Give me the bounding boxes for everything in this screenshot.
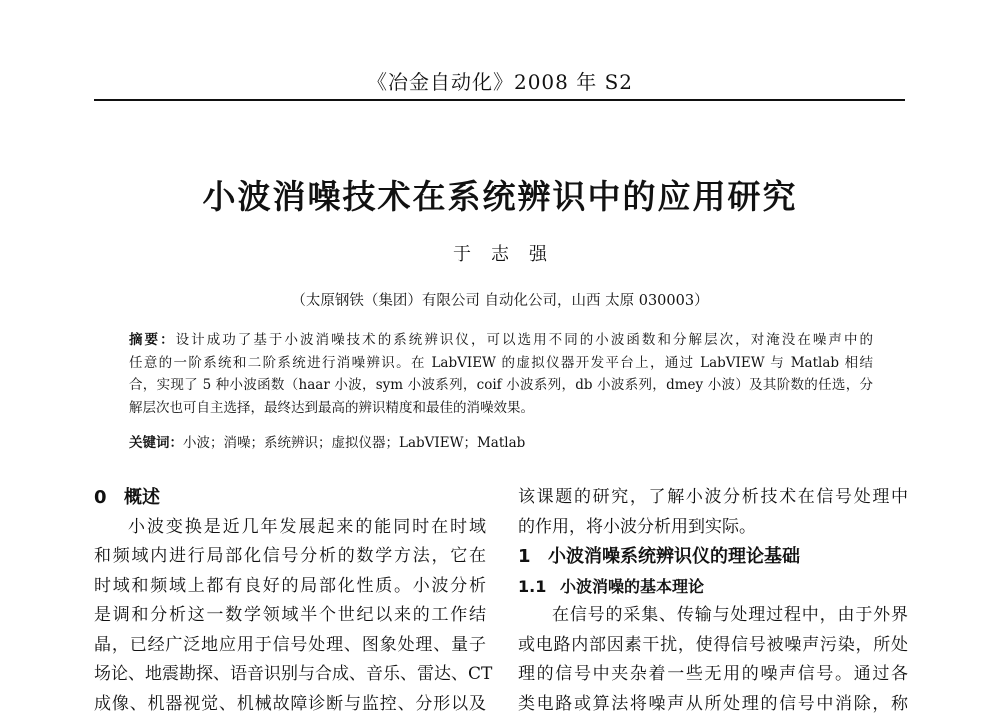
body-line: 该课题的研究，了解小波分析技术在信号处理中 xyxy=(518,483,908,513)
section-number: 1 xyxy=(518,542,548,572)
abstract-line: 任意的一阶系统和二阶系统进行消噪辨识。在 LabVIEW 的虚拟仪器开发平台上，通过 LabVIEW 与 Matlab 相结 xyxy=(129,352,873,375)
body-line: 或电路内部因素干扰，使得信号被噪声污染，所处 xyxy=(518,631,908,661)
body-line: 和频域内进行局部化信号分析的数学方法，它在 xyxy=(94,542,486,572)
body-line: 理的信号中夹杂着一些无用的噪声信号。通过各 xyxy=(518,660,908,690)
body-line: 晶，已经广泛地应用于信号处理、图象处理、量子 xyxy=(94,631,486,661)
section-title: 概述 xyxy=(124,487,160,508)
author-name: 于志强 xyxy=(0,240,1000,266)
keywords-label: 关键词： xyxy=(129,435,183,451)
abstract-line xyxy=(129,329,873,352)
affiliation: （太原钢铁（集团）有限公司 自动化公司，山西 太原 030003） xyxy=(0,289,1000,310)
left-column xyxy=(94,483,486,719)
right-column xyxy=(518,483,908,719)
abstract-text: 设计成功了基于小波消噪技术的系统辨识仪，可以选用不同的小波函数和分解层次，对淹没在噪声中的 xyxy=(176,332,873,348)
subsection-title: 小波消噪的基本理论 xyxy=(560,577,704,596)
body-line: 在信号的采集、传输与处理过程中，由于外界 xyxy=(518,601,908,631)
header-rule xyxy=(94,99,905,101)
body-line: 的作用，将小波分析用到实际。 xyxy=(518,513,908,543)
keywords-text: 小波；消噪；系统辨识；虚拟仪器；LabVIEW；Matlab xyxy=(183,435,525,451)
section-number: 0 xyxy=(94,483,124,513)
body-line: 类电路或算法将噪声从所处理的信号中消除，称 xyxy=(518,690,908,719)
section-title: 小波消噪系统辨识仪的理论基础 xyxy=(548,546,800,567)
body-line: 是调和分析这一数学领域半个世纪以来的工作结 xyxy=(94,601,486,631)
abstract xyxy=(129,329,873,419)
body-line: 场论、地震勘探、语音识别与合成、音乐、雷达、CT xyxy=(94,660,486,690)
abstract-label: 摘要： xyxy=(129,332,176,348)
journal-header: 《冶金自动化》2008 年 S2 xyxy=(0,66,1000,95)
keywords xyxy=(129,431,525,451)
subsection-number: 1.1 xyxy=(518,572,560,602)
subsection-heading-1-1 xyxy=(518,572,908,602)
abstract-line: 解层次也可自主选择，最终达到最高的辨识精度和最佳的消噪效果。 xyxy=(129,397,873,420)
body-line: 小波变换是近几年发展起来的能同时在时域 xyxy=(94,513,486,543)
paper-title: 小波消噪技术在系统辨识中的应用研究 xyxy=(0,171,1000,218)
section-heading-1 xyxy=(518,542,908,572)
body-line: 成像、机器视觉、机械故障诊断与监控、分形以及 xyxy=(94,690,486,719)
body-line: 时域和频域上都有良好的局部化性质。小波分析 xyxy=(94,572,486,602)
section-heading-0 xyxy=(94,483,486,513)
abstract-line: 合，实现了 5 种小波函数（haar 小波，sym 小波系列，coif 小波系列，db 小波系列，dmey 小波）及其阶数的任选，分 xyxy=(129,374,873,397)
